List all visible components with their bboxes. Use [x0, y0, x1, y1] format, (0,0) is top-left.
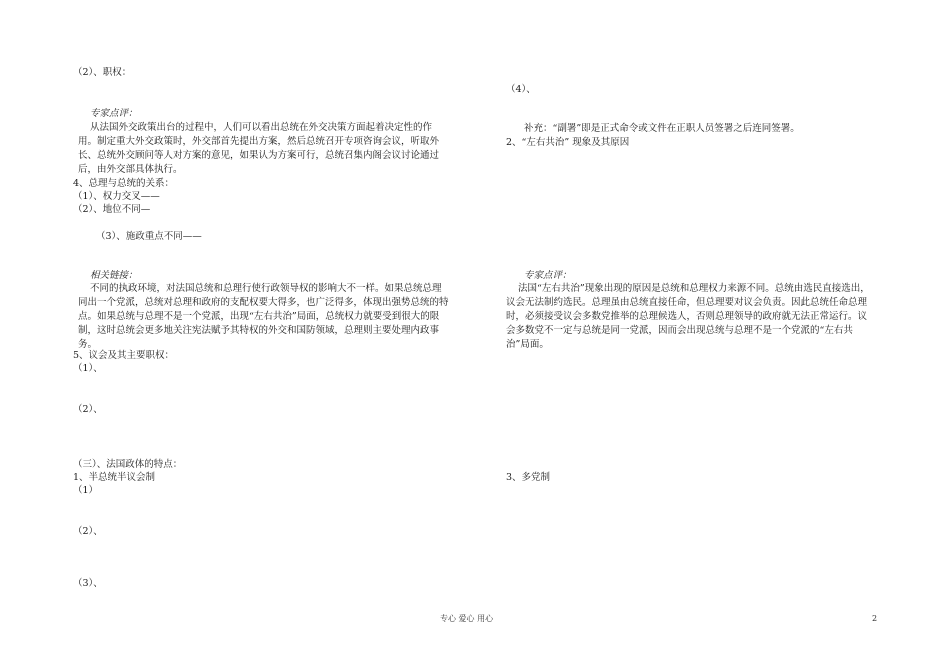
section-4-item-4: （4）、 [506, 84, 536, 95]
expert-comment-text-right: 法国“左右共治”现象出现的原因是总统和总理权力来源不同。总统由选民直接选出，议会无法制约选民。总理虽由总统直接任命，但总理要对议会负责。因此总统任命总理时，必须接受议会多数党推举的总理候选人，否则总理领导的政府就无法正常运行。议会多数党不一定与总统是同一党派，因而会出现总统与总理不是一个党派的“左右共治”局面。 [506, 283, 870, 350]
section-4-heading: 4、总理与总统的关系： [73, 178, 175, 189]
section-5-item-2: （2）、 [73, 404, 103, 415]
section-4-item-1: （1）、权力交叉—— [73, 191, 160, 202]
related-link-text: 不同的执政环境，对法国总统和总理行使行政领导权的影响大不一样。如果总统总理同出一个党派，总统对总理和政府的支配权要大得多，也广泛得多，体现出强势总统的特点。如果总统与总理不是一个党派，出现“左右共治”局面，总统权力就要受到很大的限制，这时总统会更多地关注宪法赋予其特权的外交和国防领域，总理则主要处理内政事务。 [78, 283, 449, 350]
section-3-heading: （三）、法国政体的特点： [73, 459, 183, 470]
semi-presidential-item-2: （2）、 [73, 526, 103, 537]
section-5-heading: 5、议会及其主要职权： [73, 350, 175, 361]
supplement-note: 补充：“副署”即是正式命令或文件在正职人员签署之后连同签署。 [524, 123, 800, 134]
footer-motto: 专心 爱心 用心 [440, 614, 494, 623]
semi-presidential-item-3: （3）、 [73, 578, 103, 589]
semi-presidential-item-1: （1） [73, 485, 99, 496]
cohabitation-heading: 2、“左右共治” 现象及其原因 [506, 137, 630, 148]
page-number: 2 [872, 614, 878, 623]
section-4-item-2: （2）、地位不同— [73, 204, 151, 215]
multi-party-heading: 3、多党制 [506, 472, 551, 483]
semi-presidential-heading: 1、半总统半议会制 [73, 472, 156, 483]
expert-comment-text: 从法国外交政策出台的过程中，人们可以看出总统在外交决策方面起着决定性的作用。制定重大外交政策时，外交部首先提出方案，然后总统召开专项咨询会议，听取外长、总统外交顾问等人对方案的意见，如果认为方案可行，总统召集内阁会议讨论通过后，由外交部具体执行。 [78, 122, 440, 175]
powers-heading: （2）、职权： [73, 67, 132, 78]
section-5-item-1: （1）、 [73, 363, 103, 374]
expert-comment-label: 专家点评： [90, 108, 138, 119]
section-4-item-3: （3）、施政重点不同—— [96, 231, 202, 242]
related-link-label: 相关链接： [90, 270, 138, 281]
expert-comment-label-right: 专家点评： [524, 270, 572, 281]
